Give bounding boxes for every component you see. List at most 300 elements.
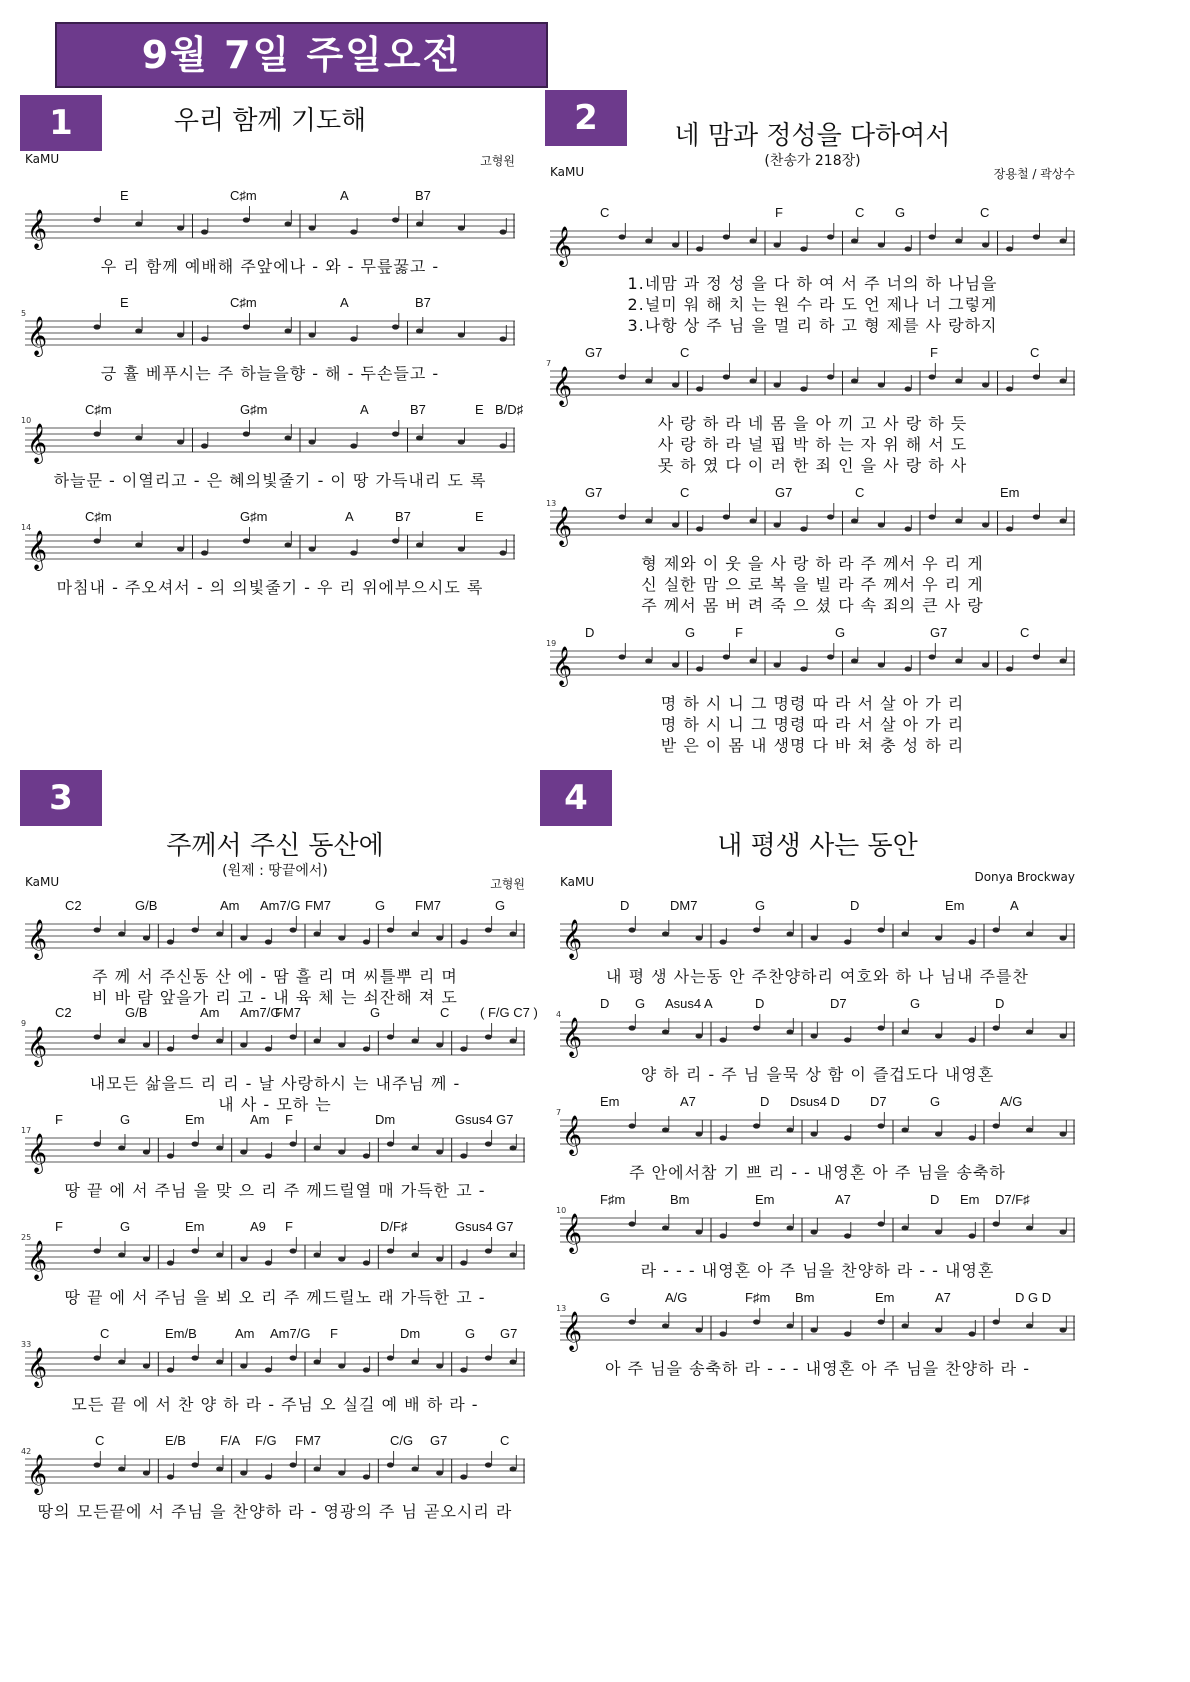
chord-symbol: Bm bbox=[795, 1290, 815, 1305]
chord-symbol: C bbox=[95, 1433, 105, 1448]
song-1 bbox=[21, 95, 524, 695]
notehead bbox=[216, 931, 223, 936]
song-3 bbox=[21, 770, 538, 1570]
lyric-line: 명 하 시 니 그 명령 따 라 서 살 아 가 리 bbox=[660, 694, 965, 713]
treble-clef-icon: 𝄞 bbox=[27, 919, 48, 959]
chord-symbol: G bbox=[465, 1326, 476, 1341]
chord-symbol: Em bbox=[755, 1192, 775, 1207]
chord-symbol: G7 bbox=[930, 625, 948, 640]
notehead bbox=[878, 382, 885, 387]
lyric-line: 내 평 생 사는동 안 주찬양하리 여호와 하 나 님내 주를찬 bbox=[606, 967, 1029, 986]
chord-symbol: FM7 bbox=[275, 1005, 301, 1020]
treble-clef-icon: 𝄞 bbox=[562, 1311, 583, 1351]
notehead bbox=[338, 1042, 345, 1047]
chord-symbol: Am7/G bbox=[270, 1326, 311, 1341]
chord-line bbox=[25, 295, 515, 311]
notehead bbox=[167, 1367, 174, 1372]
notehead bbox=[645, 518, 652, 523]
notehead bbox=[851, 658, 858, 663]
notehead bbox=[955, 518, 962, 523]
notehead bbox=[844, 1135, 851, 1140]
chord-symbol: G bbox=[895, 205, 906, 220]
notehead bbox=[216, 1038, 223, 1043]
staff bbox=[25, 919, 525, 959]
notehead bbox=[878, 1025, 885, 1030]
song-subtitle: (찬송가 218장) bbox=[764, 153, 861, 169]
notehead bbox=[902, 1225, 909, 1230]
notehead bbox=[929, 234, 936, 239]
chord-symbol: D bbox=[995, 996, 1005, 1011]
notehead bbox=[177, 546, 184, 551]
chord-symbol: G bbox=[755, 898, 766, 913]
chord-symbol: C bbox=[680, 485, 690, 500]
chord-symbol: C♯m bbox=[230, 295, 257, 310]
notehead bbox=[216, 1359, 223, 1364]
notehead bbox=[458, 332, 465, 337]
notehead bbox=[338, 935, 345, 940]
chord-symbol: D bbox=[760, 1094, 770, 1109]
notehead bbox=[216, 1145, 223, 1150]
notehead bbox=[309, 439, 316, 444]
music-system bbox=[546, 625, 1075, 755]
staff bbox=[25, 1347, 525, 1387]
chord-symbol: C bbox=[855, 485, 865, 500]
chord-symbol: Em bbox=[960, 1192, 980, 1207]
notehead bbox=[387, 927, 394, 932]
notehead bbox=[774, 242, 781, 247]
notehead bbox=[955, 238, 962, 243]
notehead bbox=[338, 1363, 345, 1368]
notehead bbox=[696, 1033, 703, 1038]
notehead bbox=[753, 1025, 760, 1030]
notehead bbox=[723, 234, 730, 239]
notehead bbox=[290, 1141, 297, 1146]
notehead bbox=[800, 526, 807, 531]
chord-symbol: C bbox=[980, 205, 990, 220]
music-system bbox=[550, 205, 1075, 335]
chord-symbol: DM7 bbox=[670, 898, 698, 913]
song-number-4: 4 bbox=[540, 770, 612, 826]
notehead bbox=[436, 1149, 443, 1154]
notehead bbox=[387, 1248, 394, 1253]
notehead bbox=[750, 238, 757, 243]
treble-clef-icon: 𝄞 bbox=[562, 1017, 583, 1057]
chord-line bbox=[560, 1094, 1075, 1110]
notehead bbox=[240, 1470, 247, 1475]
notehead bbox=[243, 217, 250, 222]
notehead bbox=[135, 221, 142, 226]
notehead bbox=[982, 382, 989, 387]
notehead bbox=[1026, 1323, 1033, 1328]
notehead bbox=[905, 246, 912, 251]
chord-symbol: Em bbox=[945, 898, 965, 913]
notehead bbox=[94, 1355, 101, 1360]
notehead bbox=[143, 1256, 150, 1261]
song-number-3: 3 bbox=[20, 770, 102, 826]
notehead bbox=[94, 1248, 101, 1253]
lyric-line: 모든 끝 에 서 찬 양 하 라 - 주님 오 실길 예 배 하 라 - bbox=[71, 1395, 479, 1414]
notehead bbox=[672, 242, 679, 247]
notehead bbox=[672, 522, 679, 527]
notehead bbox=[460, 1474, 467, 1479]
notehead bbox=[143, 1470, 150, 1475]
lyric-line: 사 랑 하 라 네 몸 을 아 끼 고 사 랑 하 듯 bbox=[657, 414, 968, 433]
notehead bbox=[844, 939, 851, 944]
notehead bbox=[955, 658, 962, 663]
notehead bbox=[192, 1355, 199, 1360]
lyric-line: 주 께 서 주신동 산 에 - 땀 흘 리 며 씨틀뿌 리 며 bbox=[92, 967, 458, 986]
notehead bbox=[412, 931, 419, 936]
chord-symbol: C bbox=[1030, 345, 1040, 360]
notehead bbox=[774, 662, 781, 667]
notehead bbox=[696, 246, 703, 251]
notehead bbox=[1033, 654, 1040, 659]
chord-symbol: C bbox=[600, 205, 610, 220]
chord-line bbox=[25, 1005, 538, 1021]
chord-symbol: A bbox=[340, 188, 349, 203]
notehead bbox=[290, 1034, 297, 1039]
notehead bbox=[412, 1252, 419, 1257]
chord-symbol: F bbox=[55, 1112, 63, 1127]
notehead bbox=[192, 1462, 199, 1467]
notehead bbox=[753, 927, 760, 932]
notehead bbox=[696, 1229, 703, 1234]
notehead bbox=[629, 1221, 636, 1226]
chord-symbol: D bbox=[755, 996, 765, 1011]
lyric-line: 긍 휼 베푸시는 주 하늘을향 - 해 - 두손들고 - bbox=[100, 364, 440, 383]
lyric-line: 내 사 - 모하 는 bbox=[218, 1095, 332, 1114]
notehead bbox=[309, 332, 316, 337]
chord-symbol: C bbox=[100, 1326, 110, 1341]
song-composer: 고형원 bbox=[480, 154, 515, 168]
treble-clef-icon: 𝄞 bbox=[27, 209, 48, 249]
notehead bbox=[350, 229, 357, 234]
chord-symbol: C bbox=[440, 1005, 450, 1020]
notehead bbox=[929, 514, 936, 519]
notehead bbox=[1060, 378, 1067, 383]
notehead bbox=[1026, 1225, 1033, 1230]
chord-symbol: E bbox=[120, 188, 129, 203]
treble-clef-icon: 𝄞 bbox=[552, 366, 573, 406]
notehead bbox=[460, 1367, 467, 1372]
chord-symbol: G♯m bbox=[240, 509, 268, 524]
notehead bbox=[629, 927, 636, 932]
notehead bbox=[1060, 238, 1067, 243]
notehead bbox=[1033, 374, 1040, 379]
notehead bbox=[969, 1331, 976, 1336]
notehead bbox=[929, 374, 936, 379]
chord-symbol: G bbox=[375, 898, 386, 913]
staff bbox=[550, 226, 1075, 266]
notehead bbox=[94, 1034, 101, 1039]
notehead bbox=[878, 522, 885, 527]
notehead bbox=[1033, 514, 1040, 519]
notehead bbox=[720, 1037, 727, 1042]
notehead bbox=[240, 1256, 247, 1261]
notehead bbox=[1060, 1033, 1067, 1038]
song-source: KaMU bbox=[25, 875, 60, 889]
notehead bbox=[720, 1135, 727, 1140]
notehead bbox=[827, 514, 834, 519]
notehead bbox=[314, 931, 321, 936]
chord-symbol: FM7 bbox=[295, 1433, 321, 1448]
lyric-line: 양 하 리 - 주 님 을묵 상 함 이 즐겁도다 내영혼 bbox=[640, 1065, 995, 1084]
notehead bbox=[338, 1149, 345, 1154]
chord-symbol: E bbox=[120, 295, 129, 310]
chord-symbol: Dm bbox=[375, 1112, 396, 1127]
notehead bbox=[177, 225, 184, 230]
notehead bbox=[216, 1252, 223, 1257]
notehead bbox=[350, 443, 357, 448]
chord-symbol: E/B bbox=[165, 1433, 186, 1448]
measure-number: 7 bbox=[556, 1108, 562, 1117]
music-system bbox=[25, 898, 525, 1007]
staff bbox=[25, 423, 515, 463]
notehead bbox=[969, 1233, 976, 1238]
staff bbox=[560, 1311, 1075, 1351]
chord-line bbox=[560, 1192, 1075, 1208]
notehead bbox=[878, 662, 885, 667]
chord-symbol: B7 bbox=[415, 295, 431, 310]
notehead bbox=[662, 1225, 669, 1230]
notehead bbox=[774, 382, 781, 387]
measure-number: 33 bbox=[21, 1340, 32, 1349]
song-title: 네 맘과 정성을 다하여서 bbox=[674, 121, 951, 151]
notehead bbox=[696, 666, 703, 671]
notehead bbox=[94, 431, 101, 436]
treble-clef-icon: 𝄞 bbox=[27, 316, 48, 356]
lyric-line: 주 께서 몸 버 려 죽 으 셨 다 속 죄의 큰 사 랑 bbox=[641, 596, 984, 615]
chord-symbol: G7 bbox=[585, 485, 603, 500]
notehead bbox=[935, 935, 942, 940]
notehead bbox=[851, 518, 858, 523]
notehead bbox=[485, 1141, 492, 1146]
notehead bbox=[1060, 935, 1067, 940]
notehead bbox=[412, 1145, 419, 1150]
measure-number: 25 bbox=[21, 1233, 32, 1242]
chord-symbol: A bbox=[340, 295, 349, 310]
notehead bbox=[94, 927, 101, 932]
notehead bbox=[902, 1029, 909, 1034]
notehead bbox=[412, 1466, 419, 1471]
measure-number: 42 bbox=[21, 1447, 32, 1456]
notehead bbox=[285, 328, 292, 333]
measure-number: 10 bbox=[21, 416, 32, 425]
chord-symbol: D7/F♯ bbox=[995, 1192, 1030, 1207]
chord-symbol: A7 bbox=[835, 1192, 851, 1207]
measure-number: 4 bbox=[556, 1010, 562, 1019]
chord-symbol: F bbox=[775, 205, 783, 220]
notehead bbox=[412, 1038, 419, 1043]
notehead bbox=[750, 658, 757, 663]
measure-number: 14 bbox=[21, 523, 32, 532]
chord-symbol: Em/B bbox=[165, 1326, 197, 1341]
staff bbox=[25, 1133, 525, 1173]
notehead bbox=[240, 1363, 247, 1368]
music-system bbox=[556, 1094, 1075, 1182]
chord-symbol: Em bbox=[185, 1112, 205, 1127]
notehead bbox=[143, 1363, 150, 1368]
chord-symbol: C♯m bbox=[230, 188, 257, 203]
chord-symbol: A7 bbox=[935, 1290, 951, 1305]
notehead bbox=[902, 931, 909, 936]
chord-symbol: F bbox=[735, 625, 743, 640]
chord-symbol: A bbox=[360, 402, 369, 417]
notehead bbox=[811, 1327, 818, 1332]
notehead bbox=[993, 927, 1000, 932]
service-banner: 9월 7일 주일오전 bbox=[55, 22, 548, 88]
chord-line bbox=[25, 509, 515, 525]
chord-symbol: G bbox=[930, 1094, 941, 1109]
notehead bbox=[672, 662, 679, 667]
chord-line bbox=[550, 485, 1075, 501]
notehead bbox=[902, 1323, 909, 1328]
chord-symbol: G/B bbox=[125, 1005, 148, 1020]
lyric-line: 땅 끝 에 서 주님 을 맞 으 리 주 께드릴열 매 가득한 고 - bbox=[64, 1181, 486, 1200]
lyric-line: 1.네맘 과 정 성 을 다 하 여 서 주 너의 하 나님을 bbox=[627, 274, 998, 293]
notehead bbox=[811, 1033, 818, 1038]
chord-symbol: A bbox=[1010, 898, 1019, 913]
notehead bbox=[1026, 1127, 1033, 1132]
notehead bbox=[285, 221, 292, 226]
music-system bbox=[21, 509, 515, 597]
notehead bbox=[392, 217, 399, 222]
notehead bbox=[720, 1331, 727, 1336]
notehead bbox=[935, 1033, 942, 1038]
notehead bbox=[645, 238, 652, 243]
chord-symbol: D bbox=[850, 898, 860, 913]
chord-symbol: G♯m bbox=[240, 402, 268, 417]
music-system bbox=[546, 345, 1075, 475]
measure-number: 9 bbox=[21, 1019, 27, 1028]
treble-clef-icon: 𝄞 bbox=[552, 226, 573, 266]
notehead bbox=[629, 1025, 636, 1030]
notehead bbox=[458, 225, 465, 230]
chord-symbol: C2 bbox=[55, 1005, 72, 1020]
notehead bbox=[285, 542, 292, 547]
chord-symbol: F bbox=[55, 1219, 63, 1234]
chord-symbol: C/G bbox=[390, 1433, 414, 1448]
chord-line bbox=[25, 898, 525, 914]
chord-symbol: G7 bbox=[500, 1326, 518, 1341]
notehead bbox=[458, 439, 465, 444]
song-composer: 고형원 bbox=[490, 877, 525, 891]
chord-symbol: Am7/G bbox=[240, 1005, 281, 1020]
music-system bbox=[560, 898, 1075, 986]
notehead bbox=[485, 1034, 492, 1039]
treble-clef-icon: 𝄞 bbox=[562, 919, 583, 959]
notehead bbox=[458, 546, 465, 551]
chord-symbol: FM7 bbox=[415, 898, 441, 913]
treble-clef-icon: 𝄞 bbox=[27, 1347, 48, 1387]
notehead bbox=[935, 1131, 942, 1136]
measure-number: 13 bbox=[556, 1304, 567, 1313]
notehead bbox=[1060, 1229, 1067, 1234]
notehead bbox=[460, 1153, 467, 1158]
chord-symbol: B7 bbox=[410, 402, 426, 417]
notehead bbox=[436, 1256, 443, 1261]
notehead bbox=[844, 1331, 851, 1336]
notehead bbox=[982, 522, 989, 527]
song-composer: 장용철 / 곽상수 bbox=[993, 167, 1075, 181]
notehead bbox=[662, 1323, 669, 1328]
chord-symbol: G bbox=[120, 1219, 131, 1234]
lyric-line: 땅의 모든끝에 서 주님 을 찬양하 라 - 영광의 주 님 곧오시리 라 bbox=[37, 1502, 513, 1521]
notehead bbox=[787, 1029, 794, 1034]
song-source: KaMU bbox=[560, 875, 595, 889]
notehead bbox=[787, 931, 794, 936]
music-system bbox=[21, 1433, 525, 1521]
notehead bbox=[118, 1466, 125, 1471]
notehead bbox=[696, 1131, 703, 1136]
notehead bbox=[416, 435, 423, 440]
chord-symbol: G bbox=[370, 1005, 381, 1020]
treble-clef-icon: 𝄞 bbox=[552, 506, 573, 546]
notehead bbox=[1006, 666, 1013, 671]
notehead bbox=[94, 1141, 101, 1146]
notehead bbox=[167, 939, 174, 944]
notehead bbox=[969, 939, 976, 944]
notehead bbox=[500, 336, 507, 341]
notehead bbox=[485, 1355, 492, 1360]
notehead bbox=[94, 324, 101, 329]
chord-symbol: Am bbox=[220, 898, 240, 913]
notehead bbox=[935, 1229, 942, 1234]
chord-symbol: Dm bbox=[400, 1326, 421, 1341]
notehead bbox=[993, 1221, 1000, 1226]
notehead bbox=[201, 550, 208, 555]
notehead bbox=[753, 1221, 760, 1226]
notehead bbox=[851, 238, 858, 243]
notehead bbox=[118, 1252, 125, 1257]
chord-symbol: Em bbox=[1000, 485, 1020, 500]
notehead bbox=[265, 1260, 272, 1265]
chord-symbol: F/A bbox=[220, 1433, 241, 1448]
chord-symbol: D/F♯ bbox=[380, 1219, 408, 1234]
notehead bbox=[167, 1153, 174, 1158]
song-number-2: 2 bbox=[545, 90, 627, 146]
staff bbox=[560, 1115, 1075, 1155]
chord-symbol: Asus4 A bbox=[665, 996, 713, 1011]
notehead bbox=[1026, 931, 1033, 936]
chord-symbol: F bbox=[930, 345, 938, 360]
notehead bbox=[905, 386, 912, 391]
song-4 bbox=[556, 770, 1075, 1470]
staff bbox=[25, 209, 515, 249]
measure-number: 5 bbox=[21, 309, 27, 318]
notehead bbox=[240, 935, 247, 940]
measure-number: 19 bbox=[546, 639, 557, 648]
treble-clef-icon: 𝄞 bbox=[27, 423, 48, 463]
notehead bbox=[460, 1260, 467, 1265]
notehead bbox=[723, 514, 730, 519]
notehead bbox=[118, 1145, 125, 1150]
notehead bbox=[811, 1229, 818, 1234]
notehead bbox=[510, 1145, 517, 1150]
notehead bbox=[290, 1248, 297, 1253]
notehead bbox=[416, 328, 423, 333]
notehead bbox=[993, 1025, 1000, 1030]
notehead bbox=[993, 1123, 1000, 1128]
notehead bbox=[416, 221, 423, 226]
chord-symbol: Am bbox=[200, 1005, 220, 1020]
notehead bbox=[982, 242, 989, 247]
chord-line bbox=[550, 205, 1075, 221]
chord-symbol: E bbox=[475, 509, 484, 524]
notehead bbox=[753, 1319, 760, 1324]
notehead bbox=[750, 378, 757, 383]
notehead bbox=[905, 526, 912, 531]
